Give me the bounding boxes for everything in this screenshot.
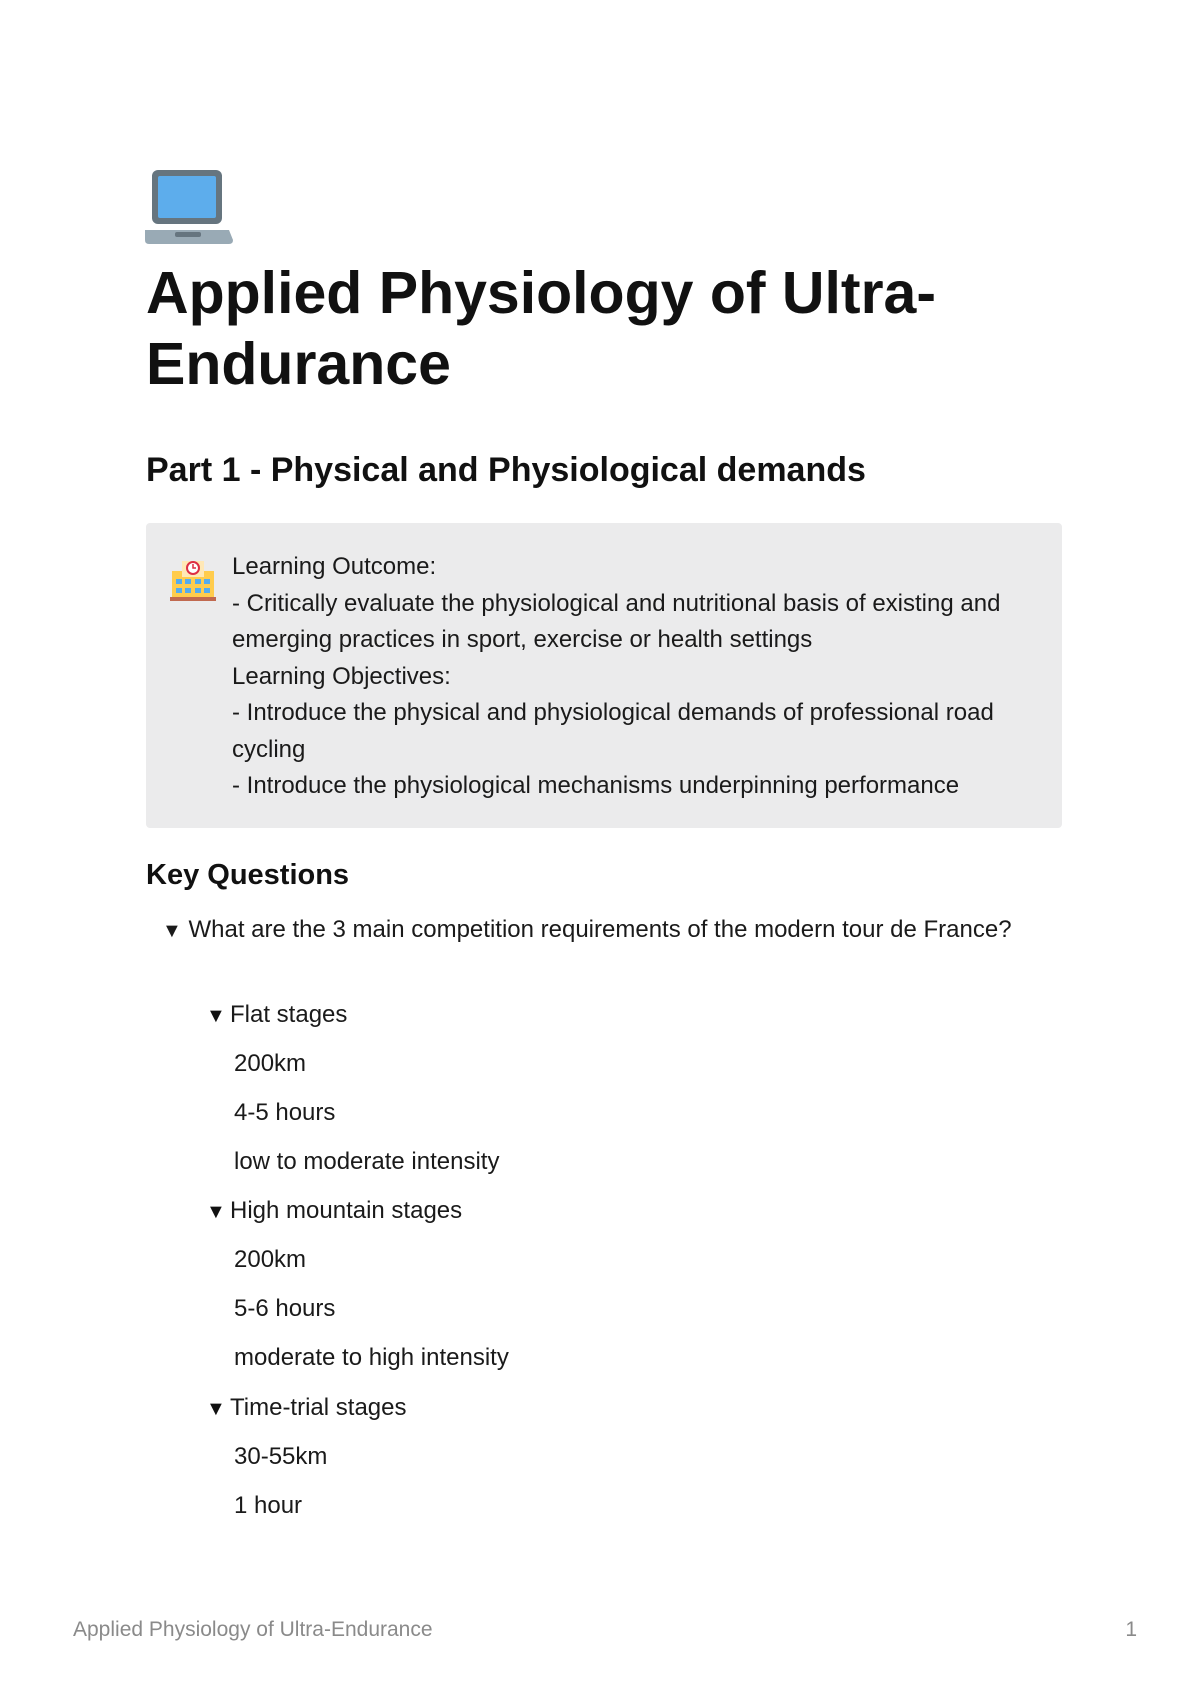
- toggle-flat-stages[interactable]: [206, 1000, 347, 1031]
- list-item: 30-55km: [234, 1443, 328, 1470]
- toggle-triangle-icon[interactable]: ▼: [206, 1201, 226, 1223]
- toggle-high-mountain-stages[interactable]: [206, 1196, 462, 1227]
- list-item: low to moderate intensity: [234, 1148, 500, 1175]
- toggle-triangle-icon[interactable]: ▼: [162, 920, 182, 942]
- question-text: What are the 3 main competition requirements of the modern tour de France?: [188, 916, 1012, 943]
- toggle-label: Time-trial stages: [230, 1394, 407, 1421]
- laptop-icon: [145, 168, 235, 248]
- toggle-label: High mountain stages: [230, 1197, 463, 1224]
- list-item: 200km: [234, 1246, 307, 1273]
- school-building-icon: [170, 555, 216, 601]
- section-title: Part 1 - Physical and Physiological demands: [146, 451, 866, 489]
- list-item: 1 hour: [234, 1492, 303, 1519]
- toggle-label: Flat stages: [230, 1001, 348, 1028]
- callout-text: Learning Outcome: - Critically evaluate the physiological and nutritional basis of existing and emerging practices in sport, exercise or health settings Learning Objectives: - Introduce the physical and physiological demands of professional road cycling - Introduce the physiological mechanisms underpinning performance: [232, 553, 1001, 799]
- toggle-time-trial-stages[interactable]: [206, 1393, 406, 1424]
- toggle-triangle-icon[interactable]: ▼: [206, 1398, 226, 1420]
- list-item: 200km: [234, 1050, 307, 1077]
- question-toggle[interactable]: [162, 911, 1012, 950]
- page-title: Applied Physiology of Ultra-Endurance: [146, 260, 936, 397]
- key-questions-heading: Key Questions: [146, 859, 350, 891]
- list-item: 5-6 hours: [234, 1295, 336, 1322]
- list-item: 4-5 hours: [234, 1099, 336, 1126]
- footer-page-number: 1: [1125, 1618, 1137, 1641]
- toggle-triangle-icon[interactable]: ▼: [206, 1005, 226, 1027]
- footer-document-title: Applied Physiology of Ultra-Endurance: [73, 1618, 433, 1641]
- learning-outcome-callout: [146, 523, 1062, 828]
- list-item: moderate to high intensity: [234, 1344, 509, 1371]
